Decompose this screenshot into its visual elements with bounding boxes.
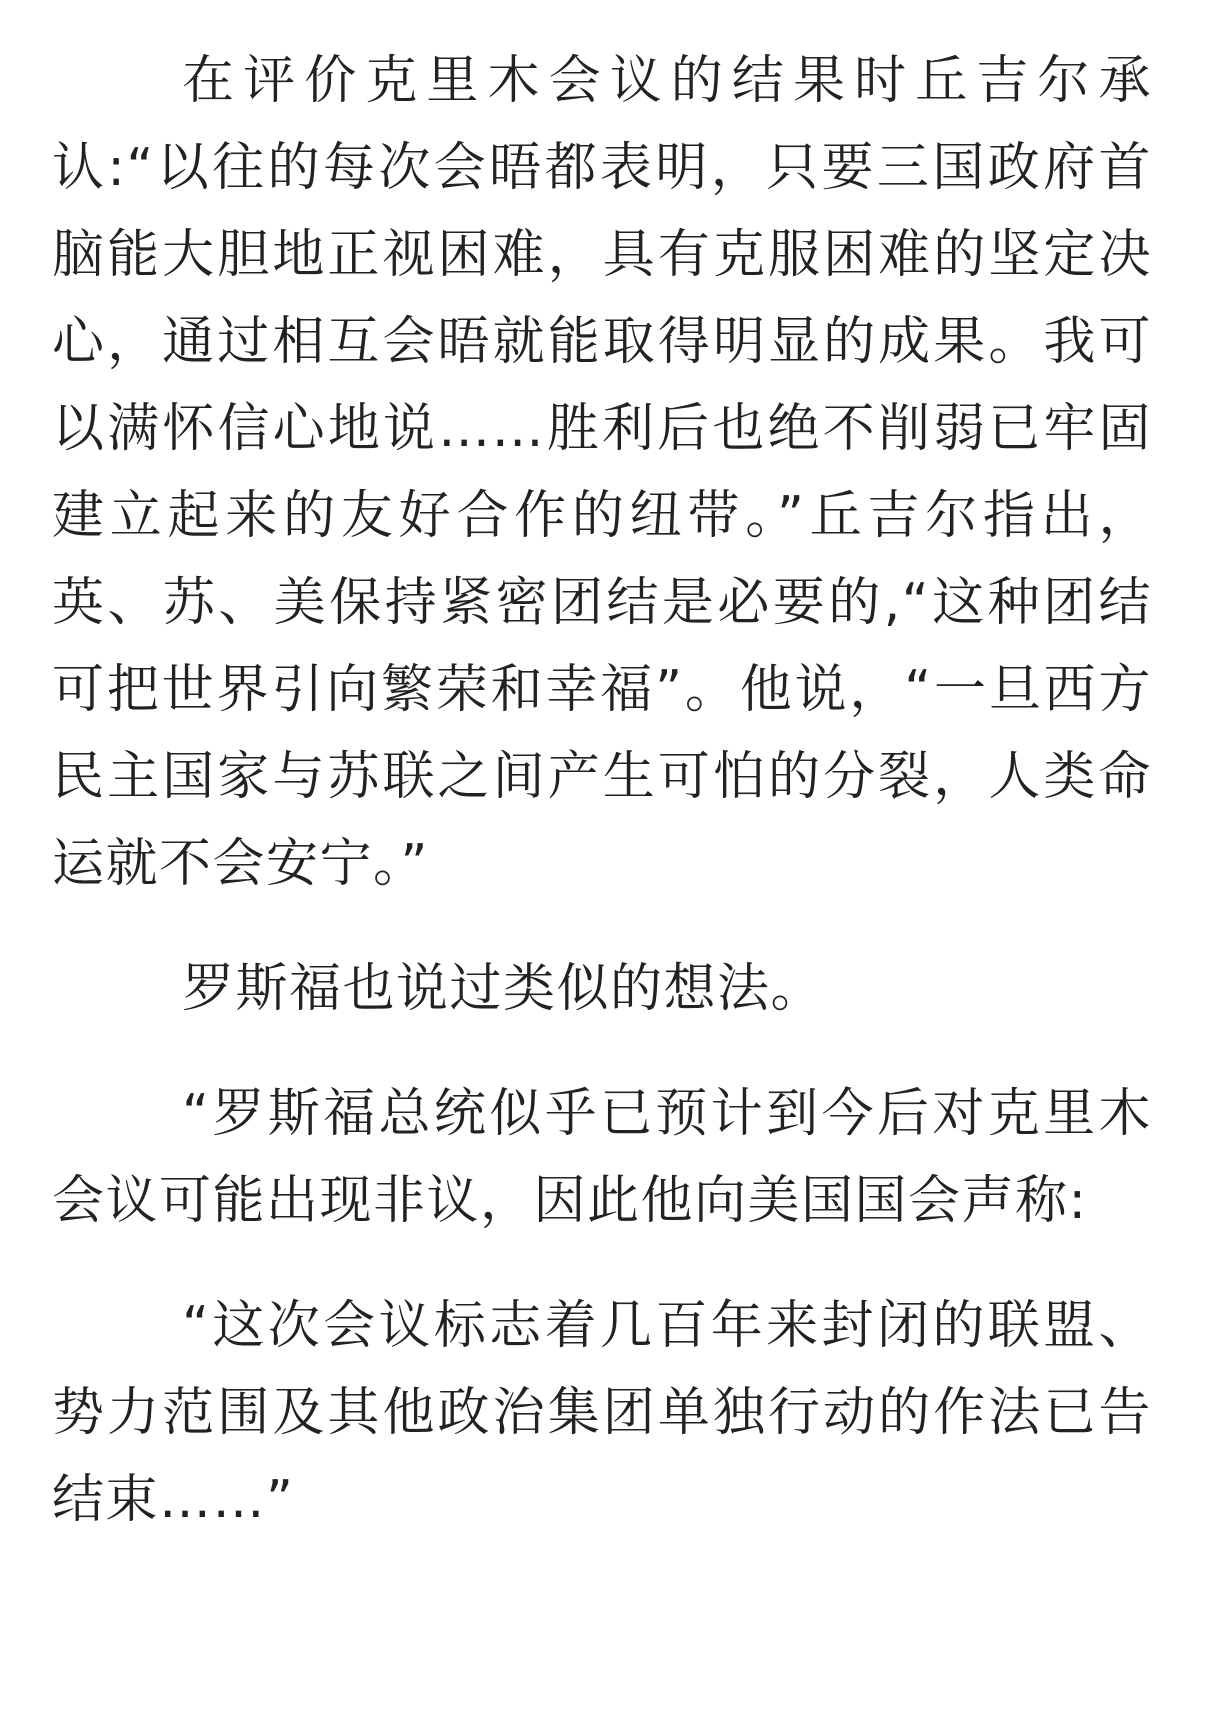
paragraph-roosevelt-congress: “罗斯福总统似乎已预计到今后对克里木会议可能出现非议，因此他向美国国会声称:	[52, 1084, 1152, 1231]
paragraph-roosevelt-similar: 罗斯福也说过类似的想法。	[182, 959, 825, 1019]
paragraph-churchill-assessment: 在评价克里木会议的结果时丘吉尔承认:“以往的每次会晤都表明，只要三国政府首脑能大胆地正视困难，具有克服困难的坚定决心，通过相互会晤就能取得明显的成果。我可以满怀信心地说……胜利后也绝不削弱已牢固建立起来的友好合作的纽带。”丘吉尔指出，英、苏、美保持紧密团结是必要的,“这种团结可把世界引向繁荣和幸福”。他说，“一旦西方民主国家与苏联之间产生可怕的分裂，人类命运就不会安宁。”	[52, 51, 1152, 894]
paragraph-conference-significance: “这次会议标志着几百年来封闭的联盟、势力范围及其他政治集团单独行动的作法已告结束……”	[52, 1296, 1152, 1530]
article-body	[52, 38, 1152, 1544]
